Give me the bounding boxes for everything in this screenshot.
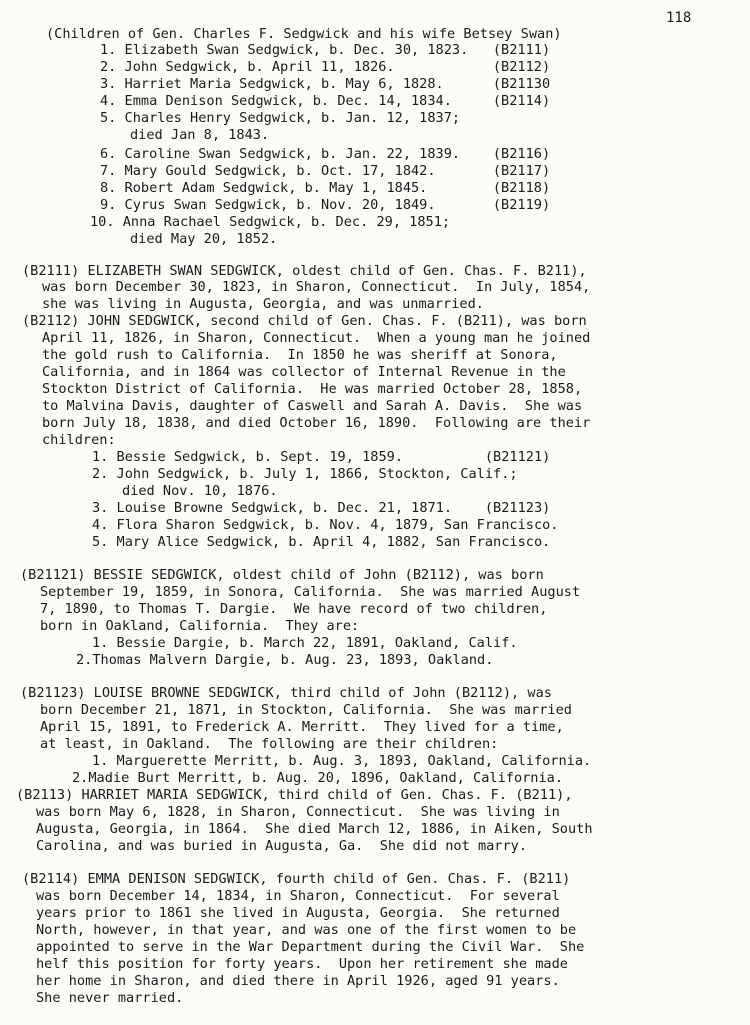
text-line: 7. Mary Gould Sedgwick, b. Oct. 17, 1842. (B2117) — [100, 163, 551, 179]
text-line: September 19, 1859, in Sonora, California. She was married August — [40, 584, 581, 600]
text-line: 1. Bessie Dargie, b. March 22, 1891, Oakland, Calif. — [92, 635, 518, 651]
text-line: 9. Cyrus Swan Sedgwick, b. Nov. 20, 1849. (B2119) — [100, 197, 551, 213]
text-line: 3. Louise Browne Sedgwick, b. Dec. 21, 1871. (B21123) — [92, 500, 551, 516]
text-line: She never married. — [36, 990, 184, 1006]
text-line: 5. Charles Henry Sedgwick, b. Jan. 12, 1837; — [100, 110, 461, 126]
text-line: North, however, in that year, and was one of the first women to be — [36, 922, 577, 938]
text-line: Stockton District of California. He was married October 28, 1858, — [42, 381, 583, 397]
text-line: born December 21, 1871, in Stockton, California. She was married — [40, 702, 572, 718]
text-line: (B2113) HARRIET MARIA SEDGWICK, third child of Gen. Chas. F. (B211), — [16, 787, 573, 803]
text-line: Augusta, Georgia, in 1864. She died March 12, 1886, in Aiken, South — [36, 821, 593, 837]
text-line: children: — [42, 432, 116, 448]
text-line: was born May 6, 1828, in Sharon, Connecticut. She was living in — [36, 804, 560, 820]
text-line: died Jan 8, 1843. — [130, 127, 270, 143]
text-line: born July 18, 1838, and died October 16, 1890. Following are their — [42, 415, 591, 431]
text-line: appointed to serve in the War Department during the Civil War. She — [36, 939, 585, 955]
text-line: 10. Anna Rachael Sedgwick, b. Dec. 29, 1851; — [90, 214, 451, 230]
text-line: died Nov. 10, 1876. — [122, 483, 278, 499]
text-line: (B2112) JOHN SEDGWICK, second child of Gen. Chas. F. (B211), was born — [22, 313, 587, 329]
text-line: (Children of Gen. Charles F. Sedgwick and his wife Betsey Swan) — [46, 26, 562, 42]
text-line: 3. Harriet Maria Sedgwick, b. May 6, 1828. (B21130 — [100, 76, 551, 92]
text-line: April 11, 1826, in Sharon, Connecticut. When a young man he joined — [42, 330, 591, 346]
text-line: 5. Mary Alice Sedgwick, b. April 4, 1882, San Francisco. — [92, 534, 551, 550]
text-line: 1. Marguerette Merritt, b. Aug. 3, 1893, Oakland, California. — [92, 753, 592, 769]
text-line: California, and in 1864 was collector of Internal Revenue in the — [42, 364, 566, 380]
text-line: 1. Bessie Sedgwick, b. Sept. 19, 1859. (B21121) — [92, 449, 551, 465]
text-line: helf this position for forty years. Upon her retirement she made — [36, 956, 568, 972]
text-line: 2. John Sedgwick, b. July 1, 1866, Stockton, Calif.; — [92, 466, 518, 482]
text-line: (B21121) BESSIE SEDGWICK, oldest child of John (B2112), was born — [20, 567, 544, 583]
text-line: years prior to 1861 she lived in Augusta, Georgia. She returned — [36, 905, 560, 921]
text-line: died May 20, 1852. — [130, 231, 278, 247]
text-line: was born December 30, 1823, in Sharon, Connecticut. In July, 1854, — [42, 279, 591, 295]
text-line: 6. Caroline Swan Sedgwick, b. Jan. 22, 1839. (B2116) — [100, 146, 551, 162]
text-line: to Malvina Davis, daughter of Caswell and Sarah A. Davis. She was — [42, 398, 583, 414]
text-line: 2. John Sedgwick, b. April 11, 1826. (B2112) — [100, 59, 551, 75]
text-line: she was living in Augusta, Georgia, and was unmarried. — [42, 296, 484, 312]
text-line: the gold rush to California. In 1850 he was sheriff at Sonora, — [42, 347, 558, 363]
page-number: 118 — [666, 10, 692, 26]
text-line: 7, 1890, to Thomas T. Dargie. We have record of two children, — [40, 601, 548, 617]
text-line: her home in Sharon, and died there in April 1926, aged 91 years. — [36, 973, 560, 989]
text-line: Carolina, and was buried in Augusta, Ga. She did not marry. — [36, 838, 528, 854]
text-line: 8. Robert Adam Sedgwick, b. May 1, 1845. (B2118) — [100, 180, 551, 196]
text-line: 4. Flora Sharon Sedgwick, b. Nov. 4, 1879, San Francisco. — [92, 517, 559, 533]
text-line: 2.Madie Burt Merritt, b. Aug. 20, 1896, Oakland, California. — [72, 770, 564, 786]
text-line: born in Oakland, California. They are: — [40, 618, 360, 634]
text-line: 2.Thomas Malvern Dargie, b. Aug. 23, 1893, Oakland. — [76, 652, 494, 668]
text-line: (B2111) ELIZABETH SWAN SEDGWICK, oldest child of Gen. Chas. F. B211), — [22, 263, 587, 279]
text-line: was born December 14, 1834, in Sharon, Connecticut. For several — [36, 888, 560, 904]
text-line: 1. Elizabeth Swan Sedgwick, b. Dec. 30, 1823. (B2111) — [100, 42, 551, 58]
text-line: (B2114) EMMA DENISON SEDGWICK, fourth child of Gen. Chas. F. (B211) — [22, 871, 571, 887]
text-line: April 15, 1891, to Frederick A. Merritt. They lived for a time, — [40, 719, 564, 735]
text-line: at least, in Oakland. The following are their children: — [40, 736, 499, 752]
text-line: 4. Emma Denison Sedgwick, b. Dec. 14, 1834. (B2114) — [100, 93, 551, 109]
text-line: (B21123) LOUISE BROWNE SEDGWICK, third child of John (B2112), was — [20, 685, 552, 701]
